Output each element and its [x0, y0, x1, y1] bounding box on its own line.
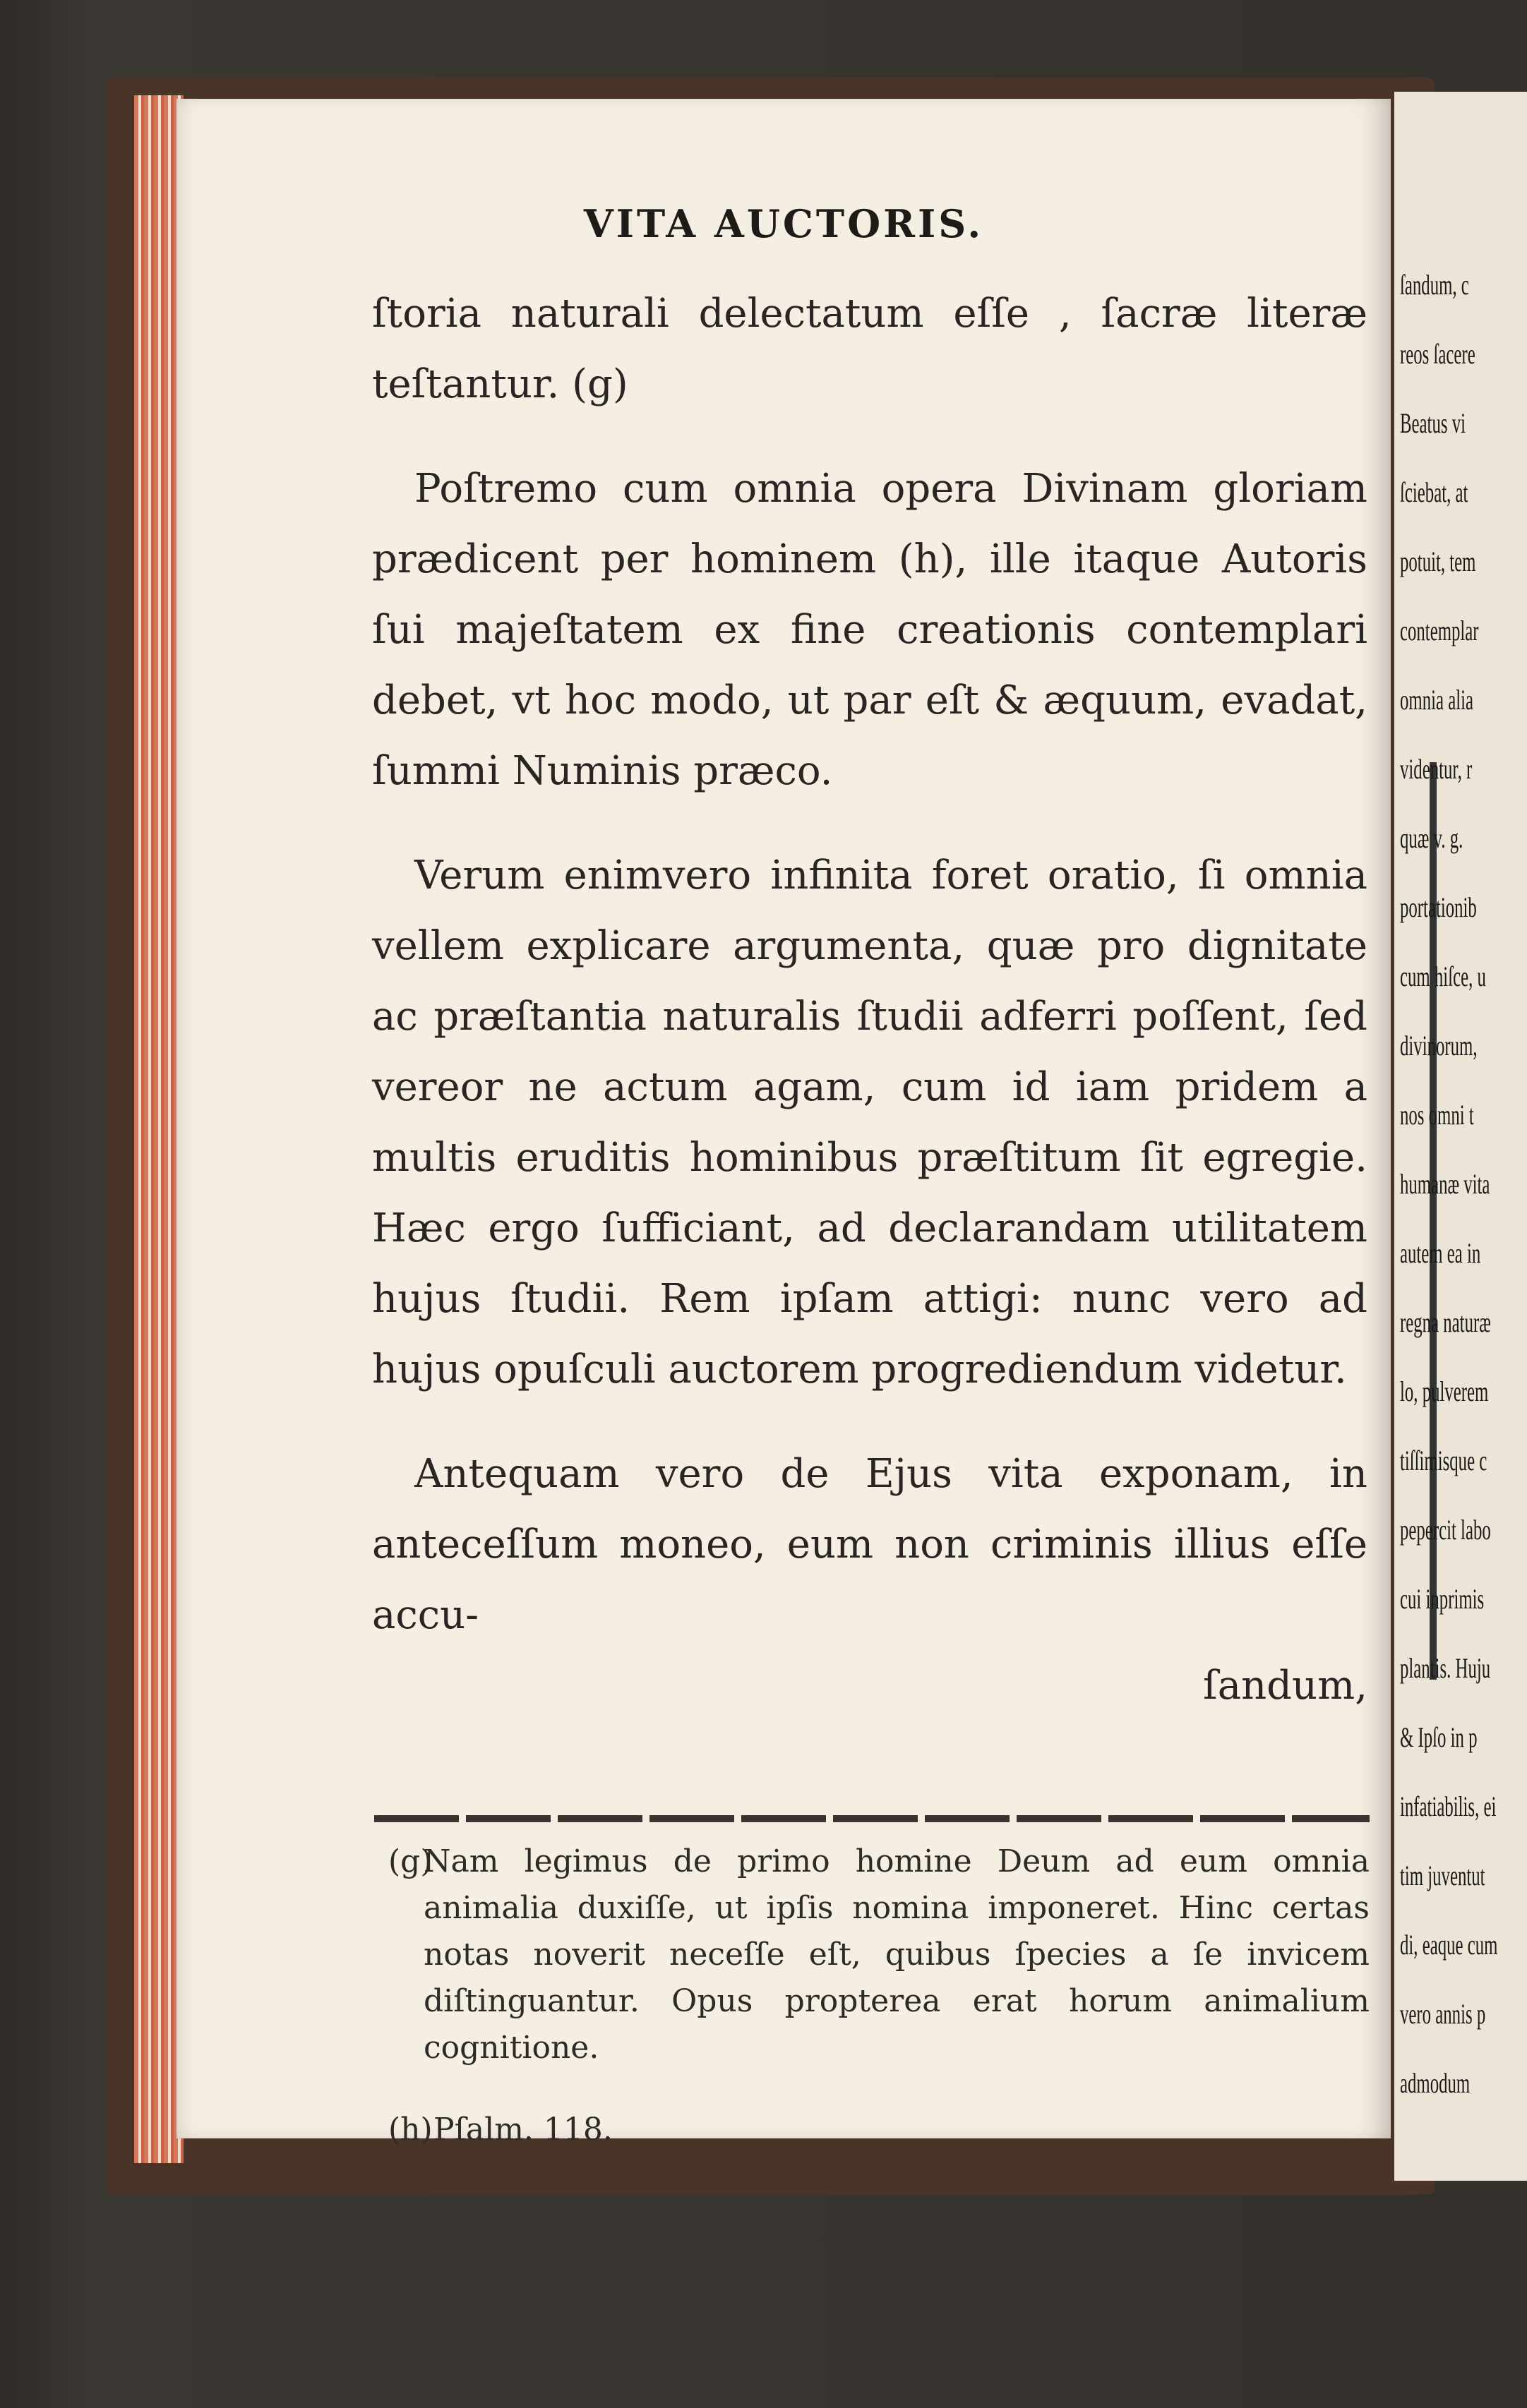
facing-page-fragment: di, eaque cum	[1400, 1929, 1498, 1961]
facing-page-fragment: lo, pulverem	[1400, 1375, 1489, 1407]
facing-page-fragment: videntur, r	[1400, 753, 1473, 785]
facing-page-fragment: quæ v. g.	[1400, 822, 1463, 854]
facing-page-fragment: pepercit labo	[1400, 1514, 1491, 1546]
footnote-text: Pſalm. 118.	[433, 2112, 613, 2148]
facing-page-fragment: ſandum, c	[1400, 269, 1469, 301]
footnote-rule	[374, 1815, 1370, 1822]
facing-page-fragment: tiſſimisque c	[1400, 1445, 1487, 1476]
facing-page-fragment: tim juventut	[1400, 1860, 1485, 1891]
paragraph-4: Antequam vero de Ejus vita exponam, in anteceſſum moneo, eum non criminis illius eſſe accu-	[372, 1451, 1367, 1638]
facing-page-fragment: omnia alia	[1400, 684, 1473, 716]
facing-page-fragment: reos ſacere	[1400, 338, 1475, 370]
page-content	[176, 99, 1391, 2148]
facing-page-fragment: cum hiſce, u	[1400, 961, 1486, 992]
facing-page-fragment: autem ea in	[1400, 1237, 1481, 1269]
facing-page-fragment: contemplar	[1400, 615, 1479, 646]
facing-page-fragment: admodum	[1400, 2067, 1471, 2099]
footnote-text: Nam legimus de primo homine Deum ad eum omnia animalia duxiſſe, ut ipſis nomina imponeret. Hinc certas notas noverit neceſſe eſt, quibus ſpecies a ſe invicem diſtinguantur. Opus propterea erat horum animalium cognitione.	[424, 1843, 1370, 2066]
facing-page-fragment: & Ipſo in p	[1400, 1721, 1478, 1753]
facing-page-fragment: cui inprimis	[1400, 1583, 1485, 1615]
footnote-g	[388, 1838, 1370, 2071]
facing-page-fragment: regna naturæ	[1400, 1306, 1491, 1338]
facing-page-fragment: infatiabilis, ei	[1400, 1790, 1497, 1822]
facing-page-fragment: Beatus vi	[1400, 407, 1466, 439]
paragraph-2: Poſtremo cum omnia opera Divinam gloriam prædicent per hominem (h), ille itaque Autoris ſui majeſtatem ex fine creationis contemplari debet, vt hoc modo, ut par eſt & æquum, evadat, ſummi Numinis præco.	[372, 466, 1367, 794]
body-text	[372, 279, 1367, 1721]
footnote-mark: (g)	[388, 1843, 433, 1879]
footnote-mark: (h)	[388, 2112, 433, 2148]
catchword: ſandum,	[1203, 1663, 1367, 1709]
facing-page-fragment: plantis. Huju	[1400, 1652, 1491, 1684]
book-page	[176, 99, 1391, 2148]
facing-page-fragment: humanæ vita	[1400, 1168, 1490, 1200]
paragraph-1: ſtoria naturali delectatum eſſe , ſacræ literæ teſtantur. (g)	[372, 291, 1367, 407]
facing-page-fragment: nos omni t	[1400, 1099, 1474, 1131]
facing-page-fragment: ſciebat, at	[1400, 476, 1468, 508]
footnote-h	[388, 2107, 1370, 2153]
running-head: VITA AUCTORIS.	[583, 201, 984, 246]
facing-page-fragment: potuit, tem	[1400, 546, 1476, 577]
facing-page-fragment: vero annis p	[1400, 1998, 1486, 2030]
facing-page-fragment: divinorum,	[1400, 1030, 1478, 1061]
facing-page	[1394, 92, 1527, 2181]
paragraph-3: Verum enimvero infinita foret oratio, ſi omnia vellem explicare argumenta, quæ pro dignitate ac præſtantia naturalis ſtudii adferri poſſent, ſed vereor ne actum agam, cum id iam pridem a multis eruditis hominibus præſtitum ſit egregie. Hæc ergo ſufficiant, ad declarandam utilitatem hujus ſtudii. Rem ipſam attigi: nunc vero ad hujus opuſculi auctorem progrediendum videtur.	[372, 853, 1367, 1392]
footnotes	[388, 1838, 1370, 2153]
facing-page-fragment: portationib	[1400, 891, 1477, 923]
